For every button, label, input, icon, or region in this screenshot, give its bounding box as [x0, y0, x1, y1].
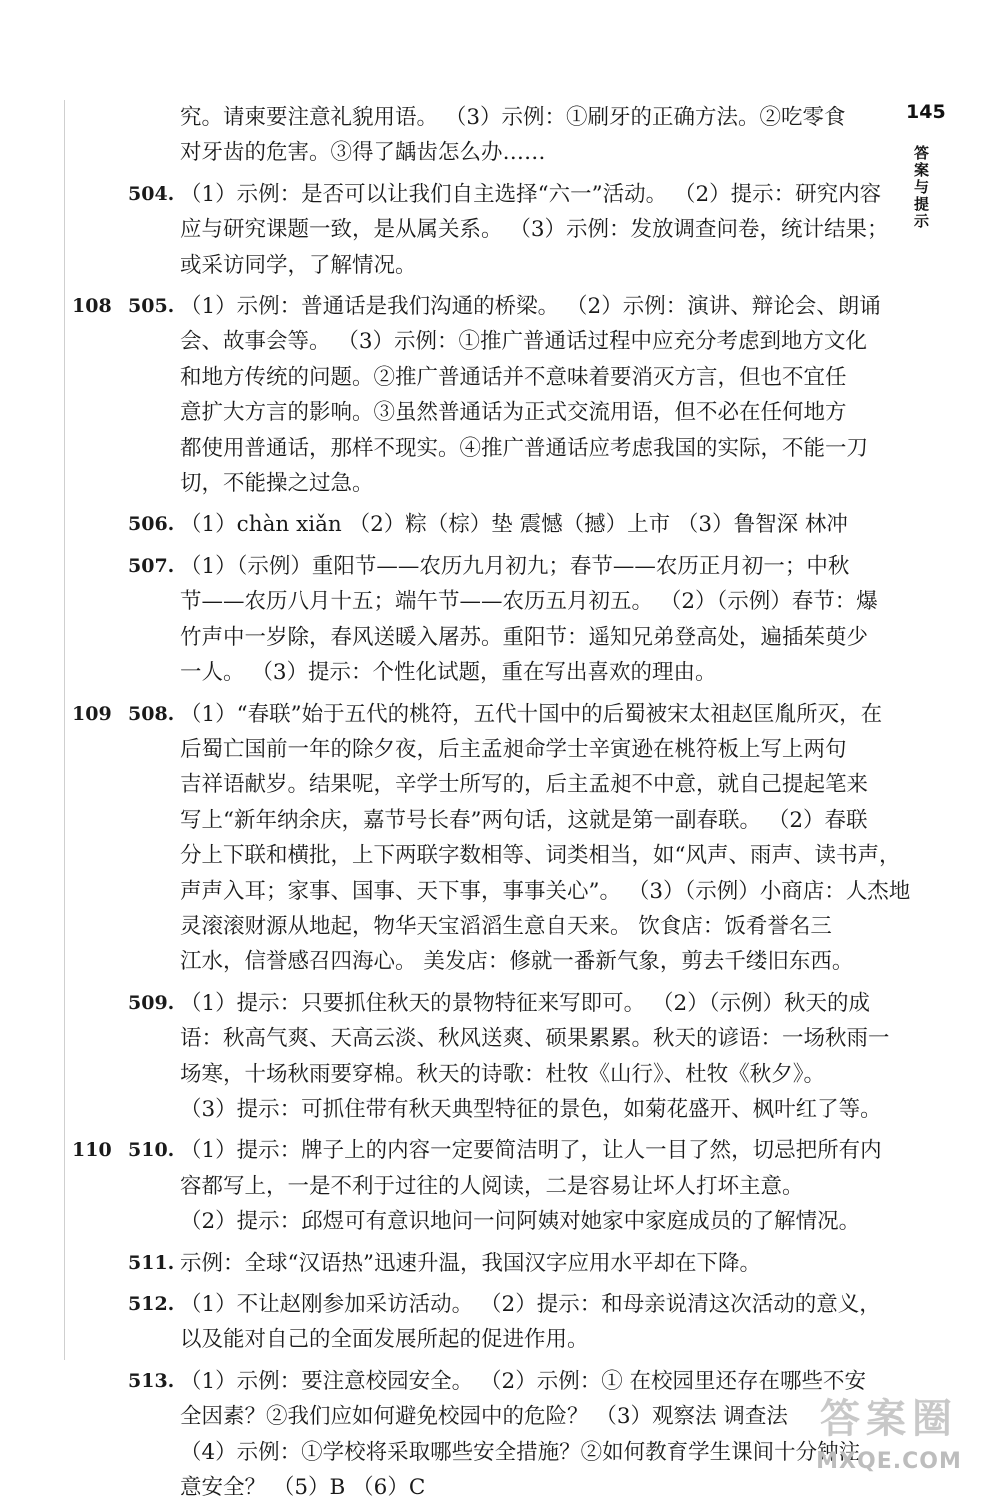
answer-text: 写上“新年纳余庆，嘉节号长春”两句话，这就是第一副春联。 （2）春联: [180, 807, 868, 833]
answer-line: [0, 1470, 880, 1505]
answer-line-inner: [0, 395, 880, 430]
answer-line: [0, 248, 880, 283]
answer-line: [0, 177, 880, 212]
answer-line: [0, 324, 880, 359]
watermark-url: MXQE.COM: [816, 1449, 962, 1474]
answer-line-inner: [0, 1169, 880, 1204]
answer-line: [0, 212, 889, 247]
answer-text: 一人。 （3）提示：个性化试题，重在写出喜欢的理由。: [180, 660, 717, 686]
question-number: 512.: [128, 1293, 175, 1315]
question-number: 511.: [128, 1251, 175, 1274]
question-number: 513.: [128, 1369, 175, 1392]
answer-text: 声声入耳；家事、国事、天下事，事事关心”。 （3）（示例）小商店：人杰地: [180, 878, 911, 904]
answer-text: 意扩大方言的影响。③虽然普通话为正式交流用语，但不必在任何地方: [180, 400, 847, 426]
answer-text: （1）“春联”始于五代的桃符，五代十国中的后蜀被宋太祖赵匡胤所灭，在: [180, 701, 883, 727]
question-number: 510.: [128, 1139, 175, 1162]
answer-text: 会、故事会等。 （3）示例：①推广普通话过程中应充分考虑到地方文化: [180, 329, 868, 355]
answer-line-inner: [0, 549, 880, 584]
answer-line-inner: [0, 100, 880, 135]
answer-line: [0, 466, 880, 501]
source-page-number: 108: [72, 295, 112, 318]
answer-line: [0, 1246, 880, 1281]
answer-text: 示例：全球“汉语热”迅速升温，我国汉字应用水平却在下降。: [180, 1250, 761, 1276]
answer-line: [0, 1435, 880, 1470]
answer-text: 灵滚滚财源从地起，物华天宝滔滔生意自天来。 饮食店：饭肴誉名三: [180, 913, 832, 939]
answer-line-inner: [0, 909, 880, 944]
question-number: 509.: [128, 991, 175, 1014]
answer-line-inner: [0, 466, 880, 501]
answer-line-inner: [0, 1287, 880, 1322]
answer-line: [0, 135, 880, 170]
answer-text: 节——农历八月十五；端午节——农历五月初五。 （2）（示例）春节：爆: [180, 589, 878, 615]
question-number: 508.: [128, 702, 175, 725]
answer-line: [0, 620, 880, 655]
question-number: 504.: [128, 182, 175, 205]
answer-line-inner: [0, 212, 889, 247]
answer-line: [0, 1169, 880, 1204]
question-number: 507.: [128, 554, 175, 577]
answer-line: [0, 395, 880, 430]
answer-line-inner: [0, 1364, 880, 1399]
answer-text: 吉祥语献岁。结果呢，辛学士所写的，后主孟昶不中意，就自己提起笔来: [180, 772, 869, 798]
answer-line: [0, 767, 880, 802]
answer-text: 意安全？ （5）B （6）C: [180, 1475, 426, 1501]
answer-text: （2）提示：邱煜可有意识地问一问阿姨对她家中家庭成员的了解情况。: [180, 1209, 861, 1235]
answer-text: （1）提示：只要抓住秋天的景物特征来写即可。 （2）（示例）秋天的成: [180, 990, 870, 1016]
answer-text: 后蜀亡国前一年的除夕夜，后主孟昶命学士辛寅逊在桃符板上写上两句: [180, 736, 847, 762]
answer-line-inner: [0, 1322, 880, 1357]
answer-line: [0, 584, 880, 619]
answer-line-inner: [0, 767, 880, 802]
answer-line: [0, 803, 880, 838]
answer-line-inner: [0, 1021, 890, 1056]
answer-line-inner: [0, 324, 880, 359]
answer-line-inner: [0, 1133, 880, 1168]
answer-line: [0, 1021, 890, 1056]
answer-text: （1）（示例）重阳节——农历九月初九；春节——农历正月初一；中秋: [180, 553, 850, 579]
answer-text: 切，不能操之过急。: [180, 471, 374, 497]
answer-line-inner: [0, 1204, 880, 1239]
answer-text: （1）示例：普通话是我们沟通的桥梁。 （2）示例：演讲、辩论会、朗诵: [180, 294, 881, 320]
answer-line-inner: [0, 838, 901, 873]
answer-line-inner: [0, 135, 880, 170]
answer-line: [0, 1399, 880, 1434]
answer-line: [0, 944, 880, 979]
answer-line-inner: [0, 732, 880, 767]
answer-text: （1）示例：是否可以让我们自主选择“六一”活动。 （2）提示：研究内容: [180, 181, 882, 207]
answer-text: 语：秋高气爽、天高云淡、秋风送爽、硕果累累。秋天的谚语：一场秋雨一: [180, 1026, 890, 1052]
answer-line-inner: [0, 248, 880, 283]
answer-line: [0, 431, 880, 466]
answer-line-inner: [0, 1092, 880, 1127]
answer-line: [0, 507, 880, 542]
answer-text: 应与研究课题一致，是从属关系。 （3）示例：发放调查问卷，统计结果；: [180, 217, 889, 243]
answer-line: [0, 697, 883, 732]
answer-text: （3）提示：可抓住带有秋天典型特征的景色，如菊花盛开、枫叶红了等。: [180, 1096, 882, 1122]
answer-text: 或采访同学，了解情况。: [180, 252, 417, 278]
answer-text: 都使用普通话，那样不现实。④推广普通话应考虑我国的实际，不能一刀: [180, 435, 869, 461]
answer-text: 和地方传统的问题。②推广普通话并不意味着要消灭方言，但也不宜任: [180, 364, 847, 390]
answer-line: [0, 1092, 880, 1127]
answer-line-inner: [0, 697, 883, 732]
answer-line-inner: [0, 1246, 880, 1281]
answer-line-inner: [0, 360, 880, 395]
answer-line: [0, 986, 880, 1021]
answer-line-inner: [0, 1057, 880, 1092]
answer-line-inner: [0, 507, 880, 542]
answer-line: [0, 732, 880, 767]
answer-text: 全因素？②我们应如何避免校园中的危险？ （3）观察法 调查法: [180, 1404, 788, 1430]
answer-text: 对牙齿的危害。③得了龋齿怎么办……: [180, 140, 546, 166]
answer-line: [0, 655, 880, 690]
answer-line: [0, 909, 880, 944]
answer-text: 竹声中一岁除，春风送暖入屠苏。重阳节：遥知兄弟登高处，遍插茱萸少: [180, 624, 869, 650]
question-number: 505.: [128, 295, 175, 318]
answer-line: [0, 1204, 880, 1239]
answer-line-inner: [0, 803, 880, 838]
answer-line-inner: [0, 584, 880, 619]
answer-line-inner: [0, 944, 880, 979]
answer-line: [0, 1287, 880, 1322]
answer-text: 分上下联和横批，上下两联字数相等、词类相当，如“风声、雨声、读书声，: [180, 843, 901, 869]
answer-text: （1）不让赵刚参加采访活动。 （2）提示：和母亲说清这次活动的意义，: [180, 1292, 881, 1317]
answer-line-inner: [0, 289, 880, 324]
answer-line-inner: [0, 1435, 880, 1470]
watermark-logo: 答案圈: [820, 1396, 958, 1442]
source-page-number: 109: [72, 702, 112, 725]
answer-line: [0, 1057, 880, 1092]
answer-line: [0, 874, 911, 909]
answer-text: （1）提示：牌子上的内容一定要简洁明了，让人一目了然，切忌把所有内: [180, 1138, 882, 1164]
answer-line-inner: [0, 1470, 880, 1505]
answer-line-inner: [0, 431, 880, 466]
answer-text: 场寒，十场秋雨要穿棉。秋天的诗歌：杜牧《山行》、杜牧《秋夕》。: [180, 1061, 826, 1087]
answer-text: （1）chàn xiǎn （2）粽（棕）垫 震憾（撼）上市 （3）鲁智深 林冲: [180, 512, 848, 538]
answer-line: [0, 549, 880, 584]
answer-line-inner: [0, 1399, 880, 1434]
watermark: [794, 1392, 984, 1474]
answer-line-inner: [0, 177, 880, 212]
answer-line: [0, 838, 901, 873]
answer-text: 以及能对自己的全面发展所起的促进作用。: [180, 1327, 589, 1353]
answer-line: [0, 1364, 880, 1399]
answer-line: [0, 289, 880, 324]
answer-text: 究。请柬要注意礼貌用语。 （3）示例：①刷牙的正确方法。②吃零食: [180, 105, 846, 130]
answer-line-inner: [0, 986, 880, 1021]
source-page-number: 110: [72, 1139, 112, 1162]
section-side-label: 答案与提示: [914, 144, 930, 230]
answer-line-inner: [0, 874, 911, 909]
answer-text: （4）示例：①学校将采取哪些安全措施？②如何教育学生课间十分钟注: [180, 1439, 861, 1465]
answer-text: 容都写上，一是不利于过往的人阅读，二是容易让坏人打坏主意。: [180, 1173, 804, 1199]
answer-line: [0, 1322, 880, 1357]
answer-text: 江水，信誉感召四海心。 美发店：修就一番新气象，剪去千缕旧东西。: [180, 949, 854, 975]
answer-line: [0, 360, 880, 395]
answer-text: （1）示例：要注意校园安全。 （2）示例：① 在校园里还存在哪些不安: [180, 1368, 867, 1394]
answer-line: [0, 1133, 880, 1168]
answer-line: [0, 100, 880, 135]
question-number: 506.: [128, 513, 175, 536]
page-number: 145: [906, 101, 946, 123]
answer-line-inner: [0, 655, 880, 690]
answer-line-inner: [0, 620, 880, 655]
